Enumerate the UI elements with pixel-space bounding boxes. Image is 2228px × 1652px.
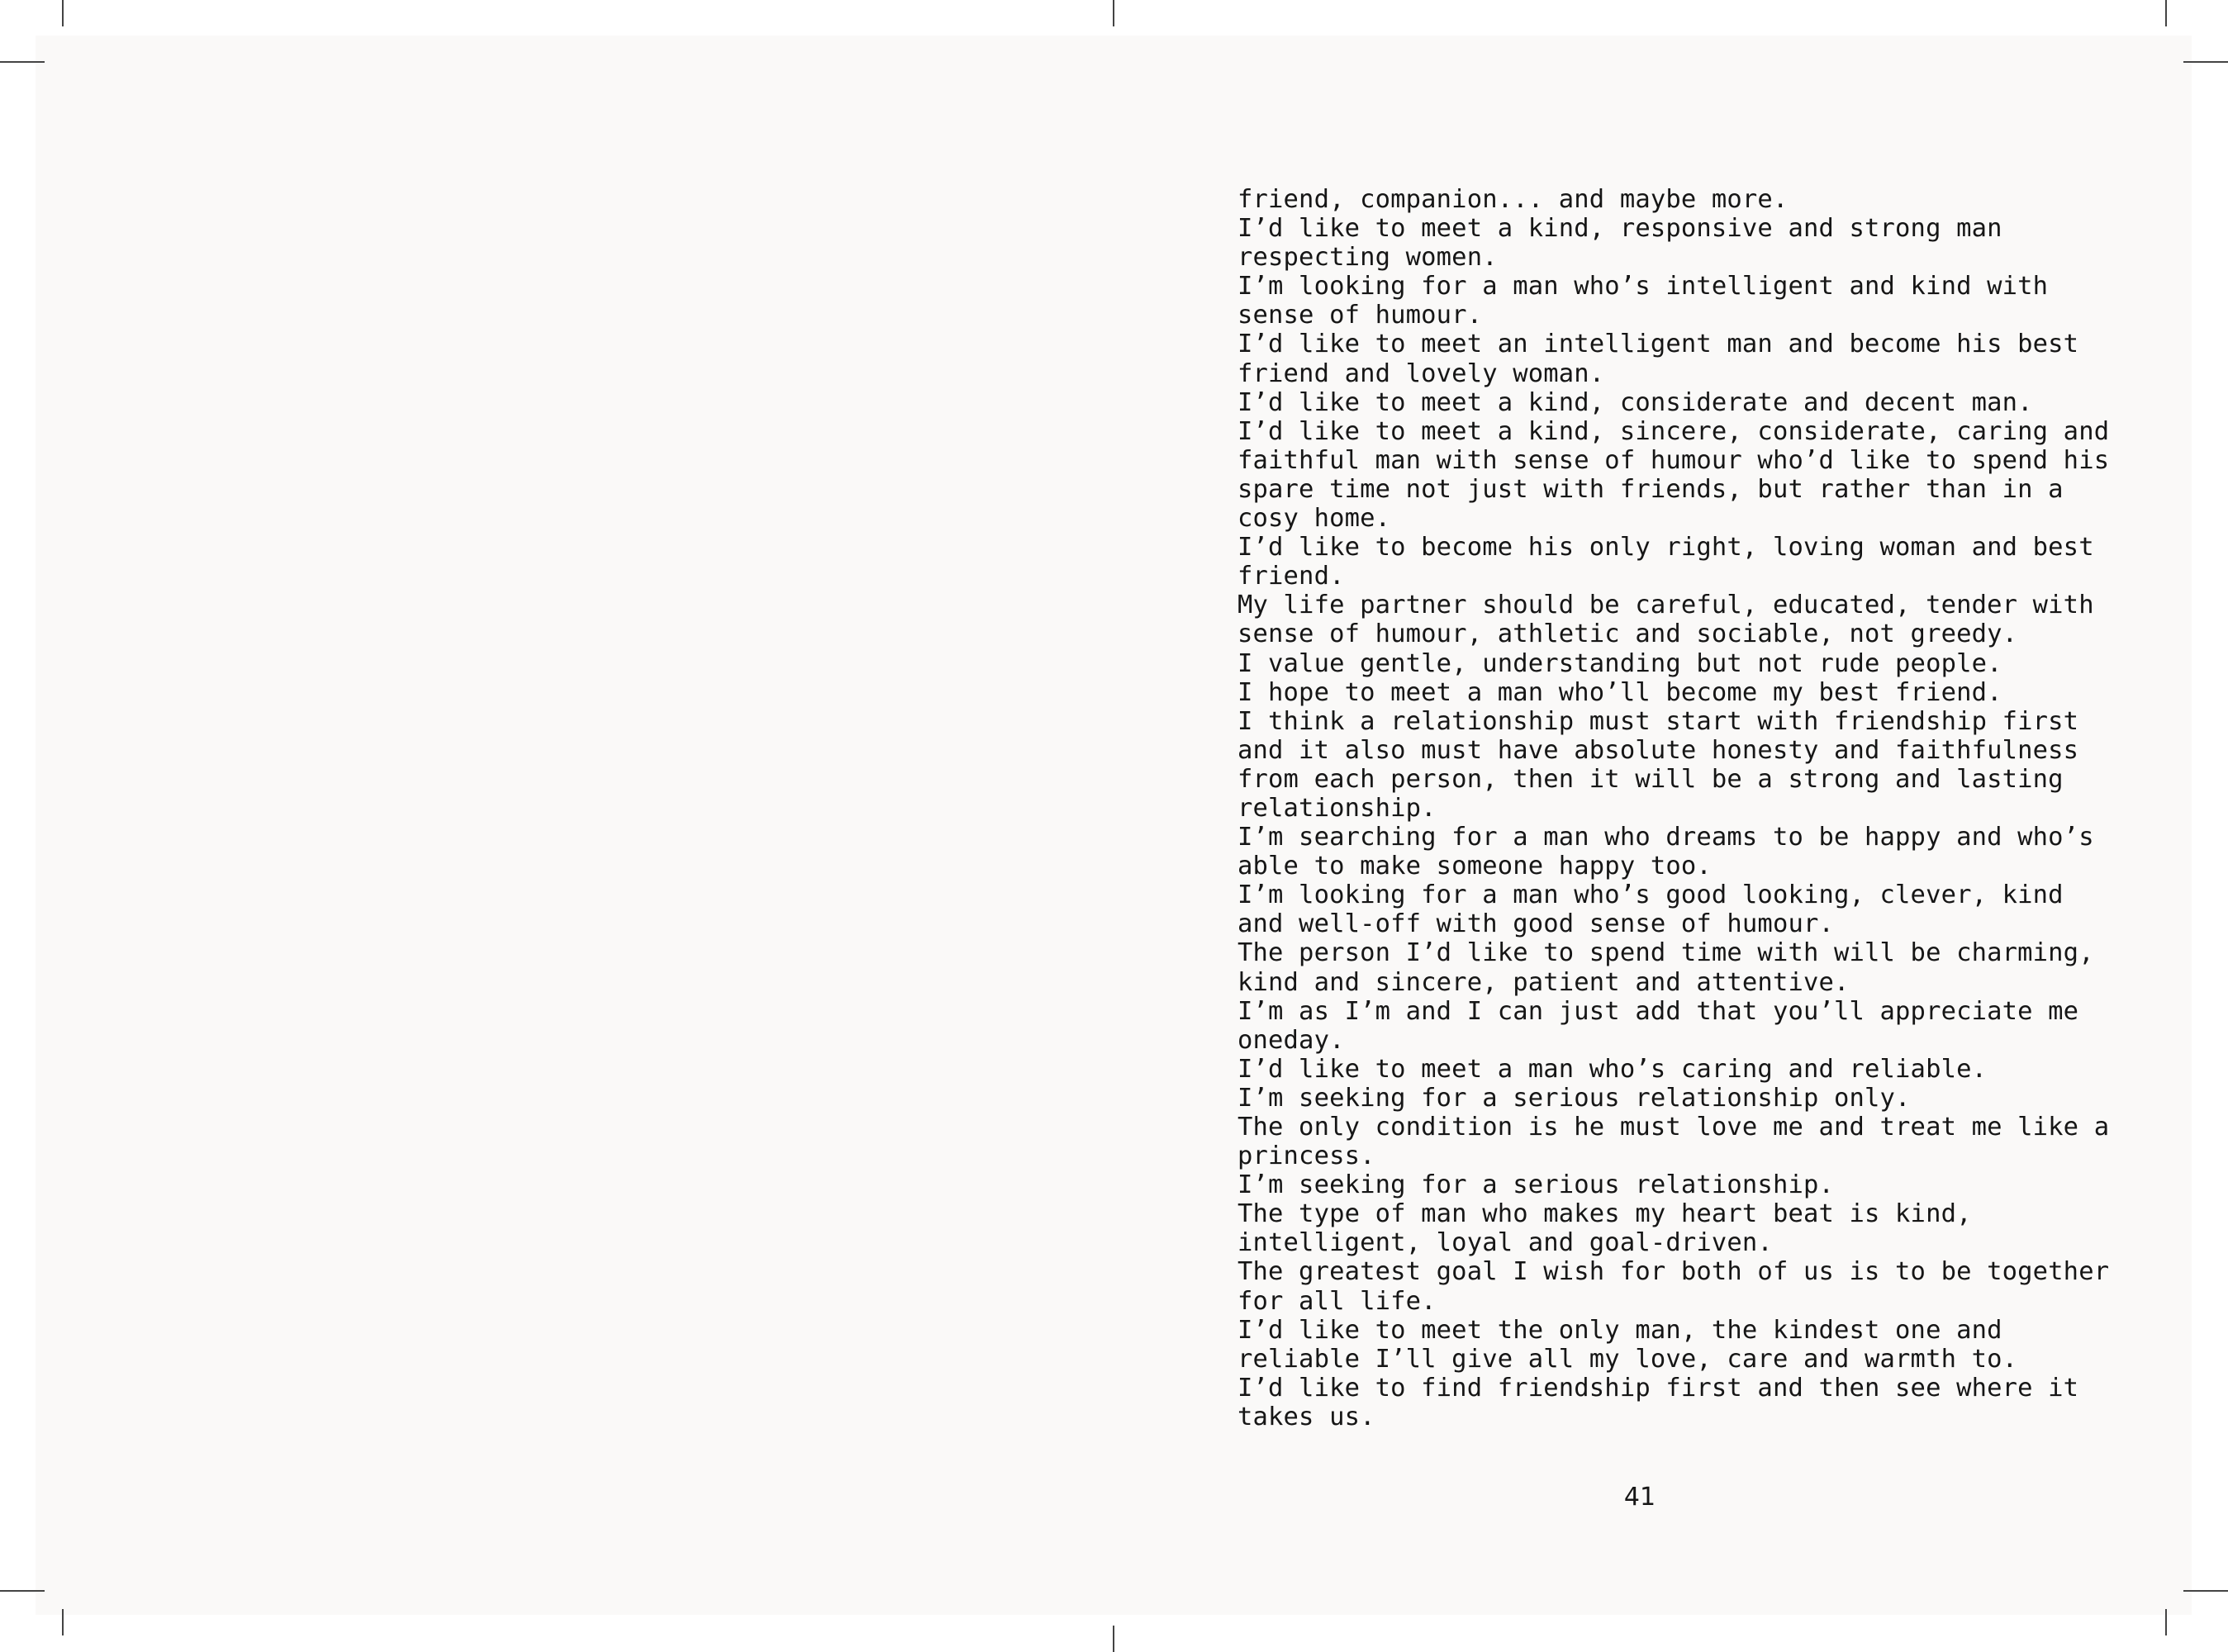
text-line: takes us.: [1238, 1402, 1375, 1431]
text-line: I’d like to become his only right, loving woman and best: [1238, 533, 2094, 563]
crop-mark: [2165, 1609, 2167, 1635]
text-line: cosy home.: [1238, 504, 1391, 534]
text-line: I’d like to meet a kind, responsive and strong man: [1238, 214, 2002, 244]
text-line: friend and lovely woman.: [1238, 358, 1605, 388]
crop-mark: [2183, 1590, 2228, 1592]
text-line: I’m as I’m and I can just add that you’ll appreciate me: [1238, 996, 2079, 1026]
text-line: I’d like to meet the only man, the kindest one and: [1238, 1315, 2002, 1345]
text-line: faithful man with sense of humour who’d like to spend his: [1238, 445, 2110, 475]
text-line: I hope to meet a man who’ll become my best friend.: [1238, 677, 2002, 707]
text-line: I’m looking for a man who’s intelligent and kind with: [1238, 272, 2049, 301]
text-line: The type of man who makes my heart beat is kind,: [1238, 1199, 1972, 1229]
text-line: sense of humour.: [1238, 301, 1483, 330]
text-line: princess.: [1238, 1142, 1375, 1171]
text-line: My life partner should be careful, educated, tender with: [1238, 591, 2094, 620]
text-line: relationship.: [1238, 793, 1437, 823]
text-line: intelligent, loyal and goal-driven.: [1238, 1228, 1773, 1258]
text-line: respecting women.: [1238, 243, 1498, 273]
text-line: and well-off with good sense of humour.: [1238, 909, 1834, 939]
text-line: from each person, then it will be a strong and lasting: [1238, 764, 2064, 794]
crop-mark: [1113, 0, 1114, 26]
text-line: kind and sincere, patient and attentive.: [1238, 967, 1850, 997]
text-line: oneday.: [1238, 1025, 1345, 1055]
text-line: I’d like to meet a kind, considerate and decent man.: [1238, 387, 2033, 417]
text-line: I’m seeking for a serious relationship.: [1238, 1170, 1834, 1200]
text-line: The greatest goal I wish for both of us is to be together: [1238, 1257, 2110, 1287]
text-line: I value gentle, understanding but not rude people.: [1238, 648, 2002, 678]
text-line: The only condition is he must love me and treat me like a: [1238, 1113, 2110, 1142]
text-line: spare time not just with friends, but rather than in a: [1238, 474, 2064, 504]
text-line: I’d like to meet a kind, sincere, considerate, caring and: [1238, 416, 2110, 446]
crop-mark: [62, 1609, 64, 1635]
page-number: 41: [1623, 1483, 1656, 1512]
page-text: [1238, 185, 2113, 1431]
text-line: for all life.: [1238, 1286, 1437, 1316]
text-line: I’d like to meet an intelligent man and become his best: [1238, 330, 2079, 359]
text-line: friend.: [1238, 562, 1345, 591]
text-line: The person I’d like to spend time with will be charming,: [1238, 938, 2094, 968]
text-line: I’m searching for a man who dreams to be happy and who’s: [1238, 823, 2094, 852]
crop-mark: [2183, 61, 2228, 63]
crop-mark: [1113, 1626, 1114, 1652]
text-line: friend, companion... and maybe more.: [1238, 185, 1789, 214]
text-line: and it also must have absolute honesty and faithfulness: [1238, 735, 2079, 765]
text-line: reliable I’ll give all my love, care and warmth to.: [1238, 1344, 2018, 1374]
crop-mark: [0, 61, 45, 63]
text-line: I’m looking for a man who’s good looking, clever, kind: [1238, 881, 2064, 910]
text-line: I’m seeking for a serious relationship only.: [1238, 1083, 1911, 1113]
text-line: sense of humour, athletic and sociable, not greedy.: [1238, 620, 2018, 649]
text-line: able to make someone happy too.: [1238, 852, 1712, 881]
text-line: I’d like to find friendship first and then see where it: [1238, 1373, 2079, 1403]
crop-mark: [0, 1590, 45, 1592]
crop-mark: [2165, 0, 2167, 26]
text-line: I think a relationship must start with friendship first: [1238, 706, 2079, 736]
text-line: I’d like to meet a man who’s caring and reliable.: [1238, 1054, 1988, 1084]
crop-mark: [62, 0, 64, 26]
